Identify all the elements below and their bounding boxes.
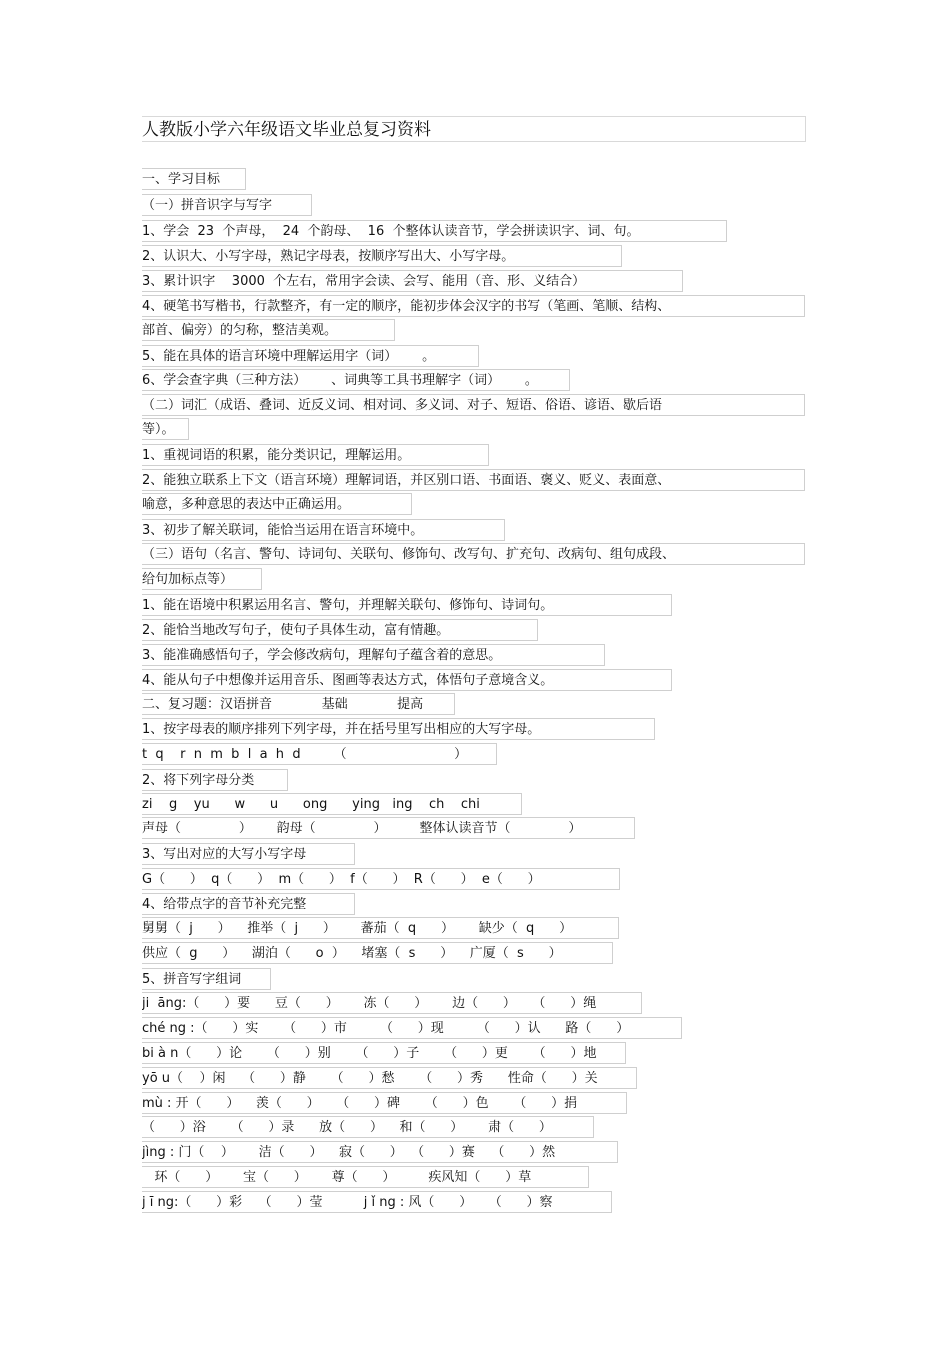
answer-line: j ī ng:（ ）彩 （ ）莹 j ǐ ng : 风（ ） （ ）察 bbox=[142, 1191, 612, 1213]
answer-line: t q r n m b l a h d （ ） bbox=[142, 743, 497, 765]
section-heading: 一、学习目标 bbox=[142, 168, 246, 190]
answer-line: jìng : 门（ ） 洁（ ） 寂（ ） （ ）赛 （ ）然 bbox=[142, 1141, 618, 1163]
text-line: 4、硬笔书写楷书，行款整齐，有一定的顺序，能初步体会汉字的书写（笔画、笔顺、结构、 bbox=[142, 295, 805, 317]
subsection-heading: （一）拼音识字与写字 bbox=[142, 194, 312, 216]
answer-line: mù : 开（ ） 羡（ ） （ ）碑 （ ）色 （ ）捐 bbox=[142, 1092, 627, 1114]
question-line: 2、将下列字母分类 bbox=[142, 769, 288, 791]
text-line: 给句加标点等） bbox=[142, 568, 262, 590]
question-line: 3、写出对应的大写小写字母 bbox=[142, 843, 355, 865]
text-line: 5、能在具体的语言环境中理解运用字（词） 。 bbox=[142, 345, 479, 367]
answer-line: bi à n（ ）论 （ ）别 （ ）子 （ ）更 （ ）地 bbox=[142, 1042, 626, 1064]
answer-line: G（ ） q（ ） m（ ） f（ ） R（ ） e（ ） bbox=[142, 868, 620, 890]
answer-line: 舅舅（ j ） 推举（ j ） 蕃茄（ q ） 缺少（ q ） bbox=[142, 917, 619, 939]
text-line: 3、累计识字 3000 个左右，常用字会读、会写、能用（音、形、义结合） bbox=[142, 270, 683, 292]
text-line: 部首、偏旁）的匀称，整洁美观。 bbox=[142, 319, 395, 341]
answer-line: 声母（ ） 韵母（ ） 整体认读音节（ ） bbox=[142, 817, 635, 839]
answer-line: zi g yu w u ong ying ing ch chi bbox=[142, 793, 522, 815]
text-line: 1、重视词语的积累，能分类识记，理解运用。 bbox=[142, 444, 489, 466]
text-line: 2、能独立联系上下文（语言环境）理解词语，并区别口语、书面语、褒义、贬义、表面意、 bbox=[142, 469, 805, 491]
document-title: 人教版小学六年级语文毕业总复习资料 bbox=[142, 116, 806, 142]
text-line: 喻意，多种意思的表达中正确运用。 bbox=[142, 493, 412, 515]
section-heading: 二、复习题：汉语拼音 基础 提高 bbox=[142, 693, 455, 715]
text-line: 等）。 bbox=[142, 418, 189, 440]
text-line: 1、学会 23 个声母， 24 个韵母、 16 个整体认读音节，学会拼读识字、词、句。 bbox=[142, 220, 727, 242]
text-line: 2、能恰当地改写句子，使句子具体生动，富有情趣。 bbox=[142, 619, 538, 641]
answer-line: yō u（ ）闲 （ ）静 （ ）愁 （ ）秀 性命（ ）关 bbox=[142, 1067, 637, 1089]
answer-line: （ ）浴 （ ）录 放（ ） 和（ ） 肃（ ） bbox=[142, 1116, 594, 1138]
question-line: 1、按字母表的顺序排列下列字母，并在括号里写出相应的大写字母。 bbox=[142, 718, 655, 740]
text-line: 3、初步了解关联词，能恰当运用在语言环境中。 bbox=[142, 519, 505, 541]
answer-line: ché ng :（ ）实 （ ）市 （ ）现 （ ）认 路（ ） bbox=[142, 1017, 682, 1039]
text-line: 2、认识大、小写字母，熟记字母表，按顺序写出大、小写字母。 bbox=[142, 245, 622, 267]
question-line: 4、给带点字的音节补充完整 bbox=[142, 893, 355, 915]
subsection-heading: （二）词汇（成语、叠词、近反义词、相对词、多义词、对子、短语、俗语、谚语、歇后语 bbox=[142, 394, 805, 416]
question-line: 5、拼音写字组词 bbox=[142, 968, 271, 990]
text-line: 3、能准确感悟句子，学会修改病句，理解句子蕴含着的意思。 bbox=[142, 644, 605, 666]
answer-line: ji āng:（ ）要 豆（ ） 冻（ ） 边（ ） （ ）绳 bbox=[142, 992, 642, 1014]
text-line: 4、能从句子中想像并运用音乐、图画等表达方式，体悟句子意境含义。 bbox=[142, 669, 672, 691]
answer-line: 环（ ） 宝（ ） 尊（ ） 疾风知（ ）草 bbox=[142, 1166, 589, 1188]
answer-line: 供应（ g ） 湖泊（ o ） 堵塞（ s ） 广厦（ s ） bbox=[142, 942, 613, 964]
text-line: 6、学会查字典（三种方法） 、词典等工具书理解字（词） 。 bbox=[142, 369, 570, 391]
subsection-heading: （三）语句（名言、警句、诗词句、关联句、修饰句、改写句、扩充句、改病句、组句成段、 bbox=[142, 543, 805, 565]
text-line: 1、能在语境中积累运用名言、警句，并理解关联句、修饰句、诗词句。 bbox=[142, 594, 672, 616]
